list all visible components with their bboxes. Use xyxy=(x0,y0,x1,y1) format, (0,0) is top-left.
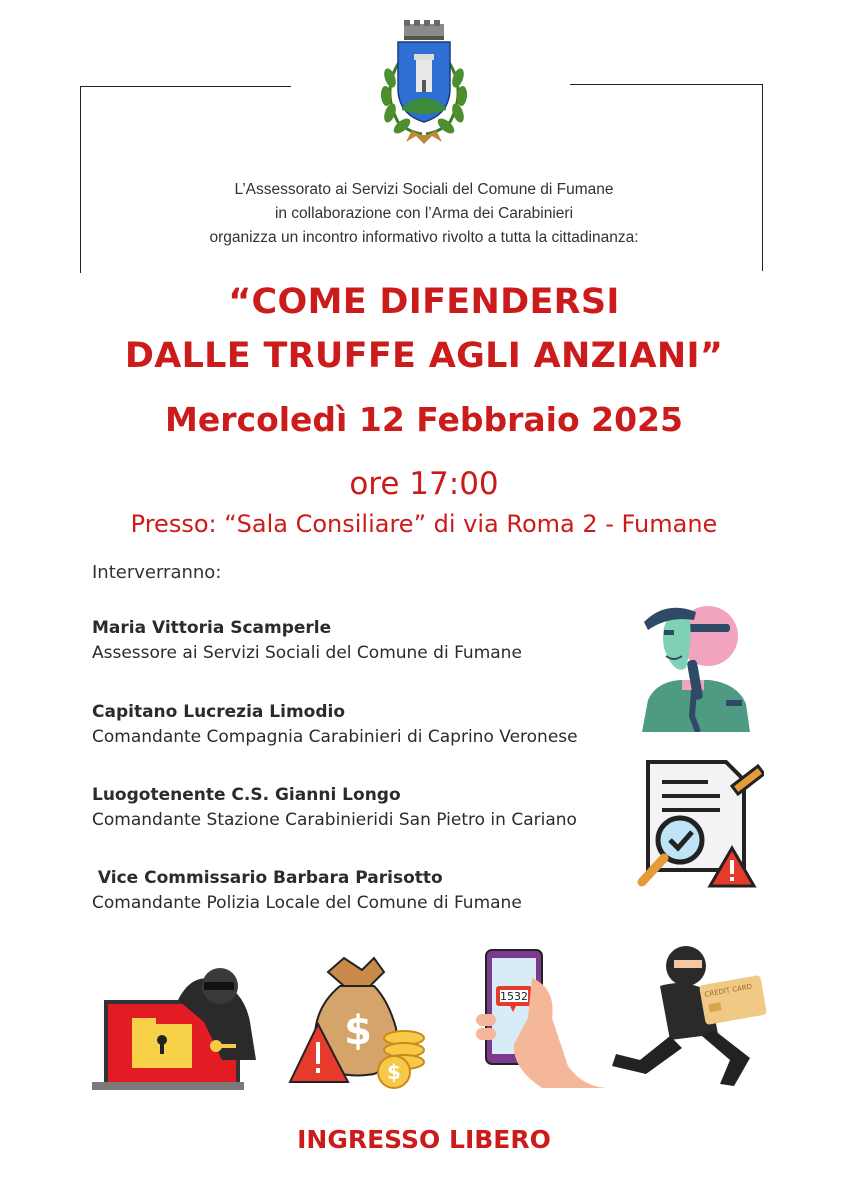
municipal-crest-logo xyxy=(372,18,476,152)
event-place: Presso: “Sala Consiliare” di via Roma 2 - Fumane xyxy=(130,510,718,538)
notification-number: 1532 xyxy=(500,990,528,1003)
credit-card-label: CREDIT CARD xyxy=(703,982,753,999)
svg-text:$: $ xyxy=(344,1008,372,1054)
money-bag-warning-icon xyxy=(288,954,428,1090)
intro-line-2: in collaborazione con l’Arma dei Carabinieri xyxy=(274,205,574,222)
impostor-mask-icon xyxy=(634,596,754,732)
event-title-line-2: DALLE TRUFFE AGLI ANZIANI” xyxy=(124,336,724,376)
speaker-1 xyxy=(92,616,522,666)
intro-line-1: L’Assessorato ai Servizi Sociali del Comune di Fumane xyxy=(234,181,614,198)
thief-credit-card-icon xyxy=(610,940,770,1090)
speaker-role: Comandante Compagnia Carabinieri di Caprino Veronese xyxy=(92,727,578,747)
speaker-4 xyxy=(92,866,522,916)
speaker-3 xyxy=(92,783,577,833)
intro-text xyxy=(100,178,748,250)
speakers-heading: Interverranno: xyxy=(92,562,222,583)
speaker-name: Maria Vittoria Scamperle xyxy=(92,618,332,638)
svg-text:$: $ xyxy=(387,1060,401,1084)
document-check-icon xyxy=(634,760,764,892)
speaker-role: Comandante Stazione Carabinieridi San Pietro in Cariano xyxy=(92,810,577,830)
speaker-name: Vice Commissario Barbara Parisotto xyxy=(92,868,443,888)
event-date: Mercoledì 12 Febbraio 2025 xyxy=(165,400,683,439)
free-entry-label: INGRESSO LIBERO xyxy=(297,1125,551,1154)
event-time: ore 17:00 xyxy=(349,466,499,502)
phone-notification-icon xyxy=(472,948,612,1092)
speaker-role: Comandante Polizia Locale del Comune di Fumane xyxy=(92,893,522,913)
event-title-line-1: “COME DIFENDERSI xyxy=(228,282,620,322)
speaker-name: Luogotenente C.S. Gianni Longo xyxy=(92,785,401,805)
hacker-laptop-icon xyxy=(92,962,260,1090)
speaker-role: Assessore ai Servizi Sociali del Comune di Fumane xyxy=(92,643,522,663)
speaker-2 xyxy=(92,700,578,750)
speaker-name: Capitano Lucrezia Limodio xyxy=(92,702,346,722)
intro-line-3: organizza un incontro informativo rivolto a tutta la cittadinanza: xyxy=(209,229,639,246)
